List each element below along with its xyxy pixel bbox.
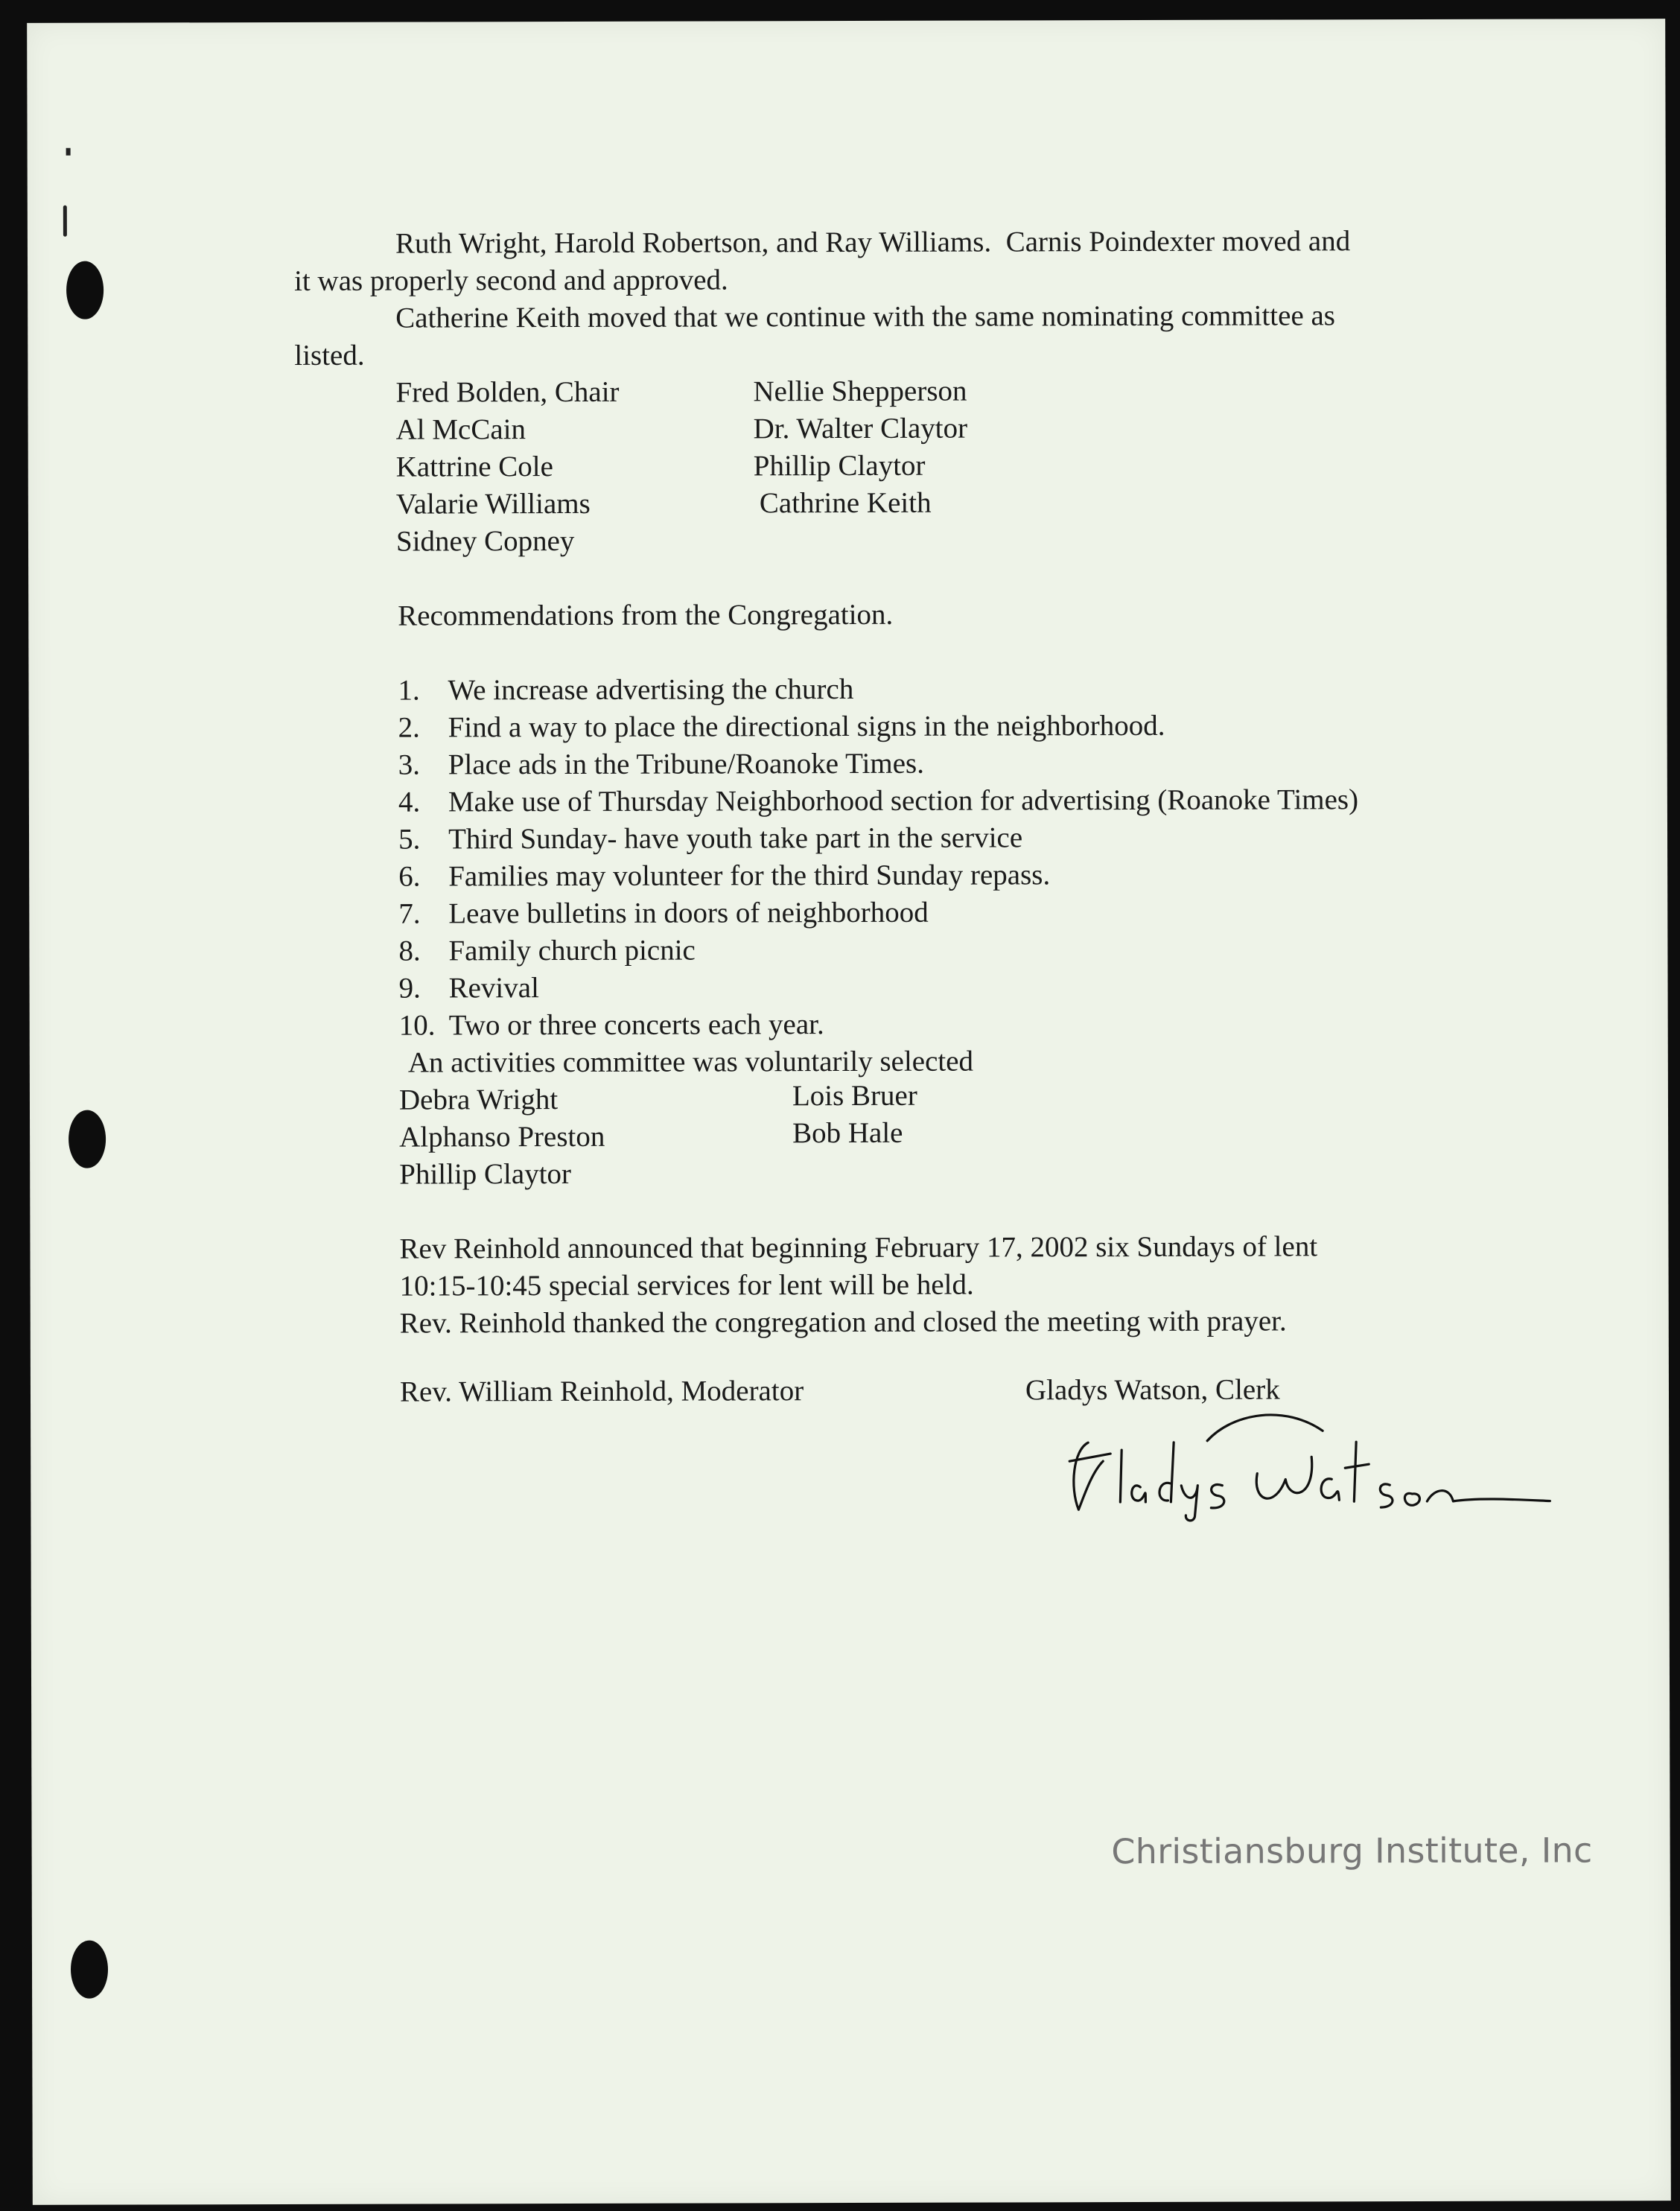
para1-line2: it was properly second and approved. (294, 264, 728, 297)
document-page (27, 19, 1671, 2205)
watermark: Christiansburg Institute, Inc (1111, 1830, 1593, 1872)
list-item-number: 3. (398, 748, 421, 781)
committee-member: Lois Bruer (792, 1079, 917, 1113)
list-item-number: 1. (398, 674, 420, 707)
committee-member: Bob Hale (792, 1116, 903, 1150)
para2-line2: listed. (294, 339, 365, 372)
punch-hole-top (66, 261, 104, 319)
punch-hole-middle (69, 1110, 106, 1168)
list-item: Leave bulletins in doors of neighborhood (448, 896, 929, 930)
recommendations-heading: Recommendations from the Congregation. (398, 598, 894, 632)
list-item-number: 10. (398, 1009, 436, 1042)
committee-member: Sidney Copney (395, 524, 575, 558)
para1-line1: Ruth Wright, Harold Robertson, and Ray Williams. Carnis Poindexter moved and (395, 225, 1351, 260)
committee-member: Cathrine Keith (759, 486, 932, 520)
list-item: We increase advertising the church (448, 672, 854, 707)
list-item: Families may volunteer for the third Sunday repass. (448, 859, 1051, 893)
list-item: Find a way to place the directional signs in the neighborhood. (448, 709, 1165, 744)
list-item-number: 9. (398, 972, 421, 1005)
committee-member: Alphanso Preston (399, 1120, 605, 1154)
committee-member: Phillip Claytor (399, 1157, 572, 1191)
committee-member: Dr. Walter Claytor (753, 412, 968, 445)
margin-mark (66, 148, 71, 156)
activities-heading: An activities committee was voluntarily selected (407, 1045, 974, 1079)
list-item: Place ads in the Tribune/Roanoke Times. (448, 747, 925, 781)
announcement-line2: 10:15-10:45 special services for lent will be held. (399, 1268, 974, 1302)
announcement-line1: Rev Reinhold announced that beginning February 17, 2002 six Sundays of lent (399, 1230, 1318, 1265)
list-item: Two or three concerts each year. (448, 1008, 824, 1042)
committee-member: Valarie Williams (395, 487, 591, 521)
punch-hole-bottom (71, 1941, 108, 1999)
list-item-number: 2. (398, 711, 420, 744)
list-item: Make use of Thursday Neighborhood section for advertising (Roanoke Times) (448, 783, 1359, 818)
list-item-number: 5. (398, 823, 421, 856)
committee-member: Nellie Shepperson (753, 375, 967, 408)
list-item: Revival (448, 972, 539, 1005)
committee-member: Kattrine Cole (395, 451, 553, 483)
list-item-number: 6. (398, 860, 421, 893)
committee-member: Phillip Claytor (753, 449, 926, 483)
clerk-signature-line: Gladys Watson, Clerk (1025, 1373, 1280, 1407)
list-item: Family church picnic (448, 934, 696, 967)
announcement-line3: Rev. Reinhold thanked the congregation and closed the meeting with prayer. (399, 1305, 1287, 1340)
list-item: Third Sunday- have youth take part in the service (448, 821, 1023, 856)
committee-member: Al McCain (395, 413, 526, 446)
list-item-number: 8. (398, 935, 421, 967)
para2-line1: Catherine Keith moved that we continue with the same nominating committee as (395, 299, 1336, 334)
moderator-signature-line: Rev. William Reinhold, Moderator (399, 1375, 804, 1408)
committee-member: Fred Bolden, Chair (395, 375, 620, 409)
list-item-number: 7. (398, 897, 421, 930)
margin-mark (63, 206, 67, 237)
handwritten-signature (1062, 1390, 1553, 1525)
list-item-number: 4. (398, 786, 421, 818)
committee-member: Debra Wright (398, 1084, 559, 1116)
